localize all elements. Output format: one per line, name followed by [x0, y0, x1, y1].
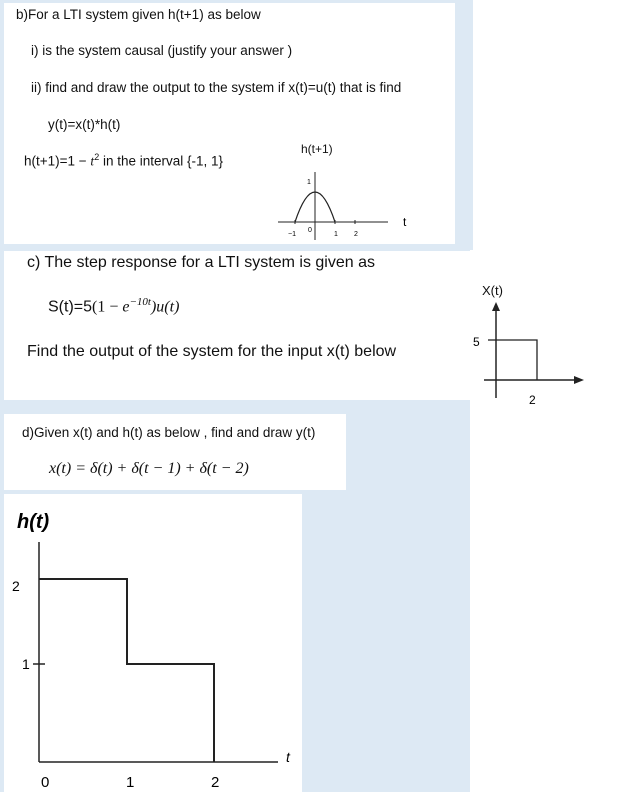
h-t-plus-1-graph: [270, 160, 430, 250]
frame-strip-h-right: [302, 492, 470, 792]
amplitude-label: 5: [473, 335, 480, 349]
frame-strip-d-right: [346, 414, 470, 494]
step-function: [39, 579, 214, 762]
step-close: )u(t): [150, 298, 180, 316]
part-b-heading: b)For a LTI system given h(t+1) as below: [16, 7, 261, 22]
part-c-question: Find the output of the system for the input x(t) below: [27, 343, 397, 360]
x-tick-1: 1: [334, 231, 338, 238]
part-d-heading: d)Given x(t) and h(t) as below , find and draw y(t): [22, 425, 316, 440]
step-response-formula: [48, 296, 179, 316]
x-tick-2: 2: [354, 231, 358, 238]
x-axis-label: t: [286, 749, 290, 765]
part-b-question-1: i) is the system causal (justify your answer ): [31, 43, 293, 58]
x-tick-label-0: 0: [41, 774, 50, 791]
part-b-question-2: ii) find and draw the output to the system if x(t)=u(t) that is find: [31, 80, 402, 95]
pulse-shape: [496, 340, 537, 380]
y-tick-label: 1: [307, 179, 311, 186]
x-tick-2: 2: [529, 393, 536, 407]
frame-strip-c-bottom: [0, 400, 470, 414]
x-tick-label-1: 1: [126, 774, 135, 791]
y-axis-arrow: [492, 302, 500, 311]
x-tick-label-2: 2: [211, 774, 220, 791]
x-tick-0: 0: [308, 227, 312, 234]
h-t-plus-1-graph-label: h(t+1): [301, 142, 333, 156]
x-tick-neg1: −1: [288, 231, 296, 238]
h-def-prefix: h(t+1)=1 −: [24, 153, 91, 169]
part-b-convolution-formula: y(t)=x(t)*h(t): [48, 117, 121, 132]
frame-strip-top: [0, 0, 473, 3]
frame-strip-right: [455, 0, 473, 250]
x-of-t-graph: [470, 300, 610, 420]
x-axis-label: t: [403, 215, 407, 229]
step-prefix: S(t)=5: [48, 298, 93, 316]
part-b-h-definition: [24, 152, 223, 170]
y-tick-label-2: 2: [12, 578, 20, 594]
h-of-t-graph: [4, 494, 304, 794]
y-tick-label-1: 1: [22, 656, 30, 672]
x-formula: x(t) = δ(t) + δ(t − 1) + δ(t − 2): [49, 460, 249, 477]
h-def-variable: t: [90, 153, 95, 169]
x-axis-arrow: [574, 376, 584, 384]
step-open: (1 −: [92, 298, 123, 316]
h-graph-label: h(t): [17, 511, 50, 533]
x-of-t-graph-label: X(t): [482, 283, 503, 298]
step-exponent: −10t: [129, 296, 151, 308]
part-c-heading: c) The step response for a LTI system is given as: [27, 254, 375, 271]
h-def-exponent: 2: [94, 152, 100, 162]
h-def-suffix: in the interval {-1, 1}: [99, 153, 224, 169]
step-e: e: [122, 298, 130, 316]
